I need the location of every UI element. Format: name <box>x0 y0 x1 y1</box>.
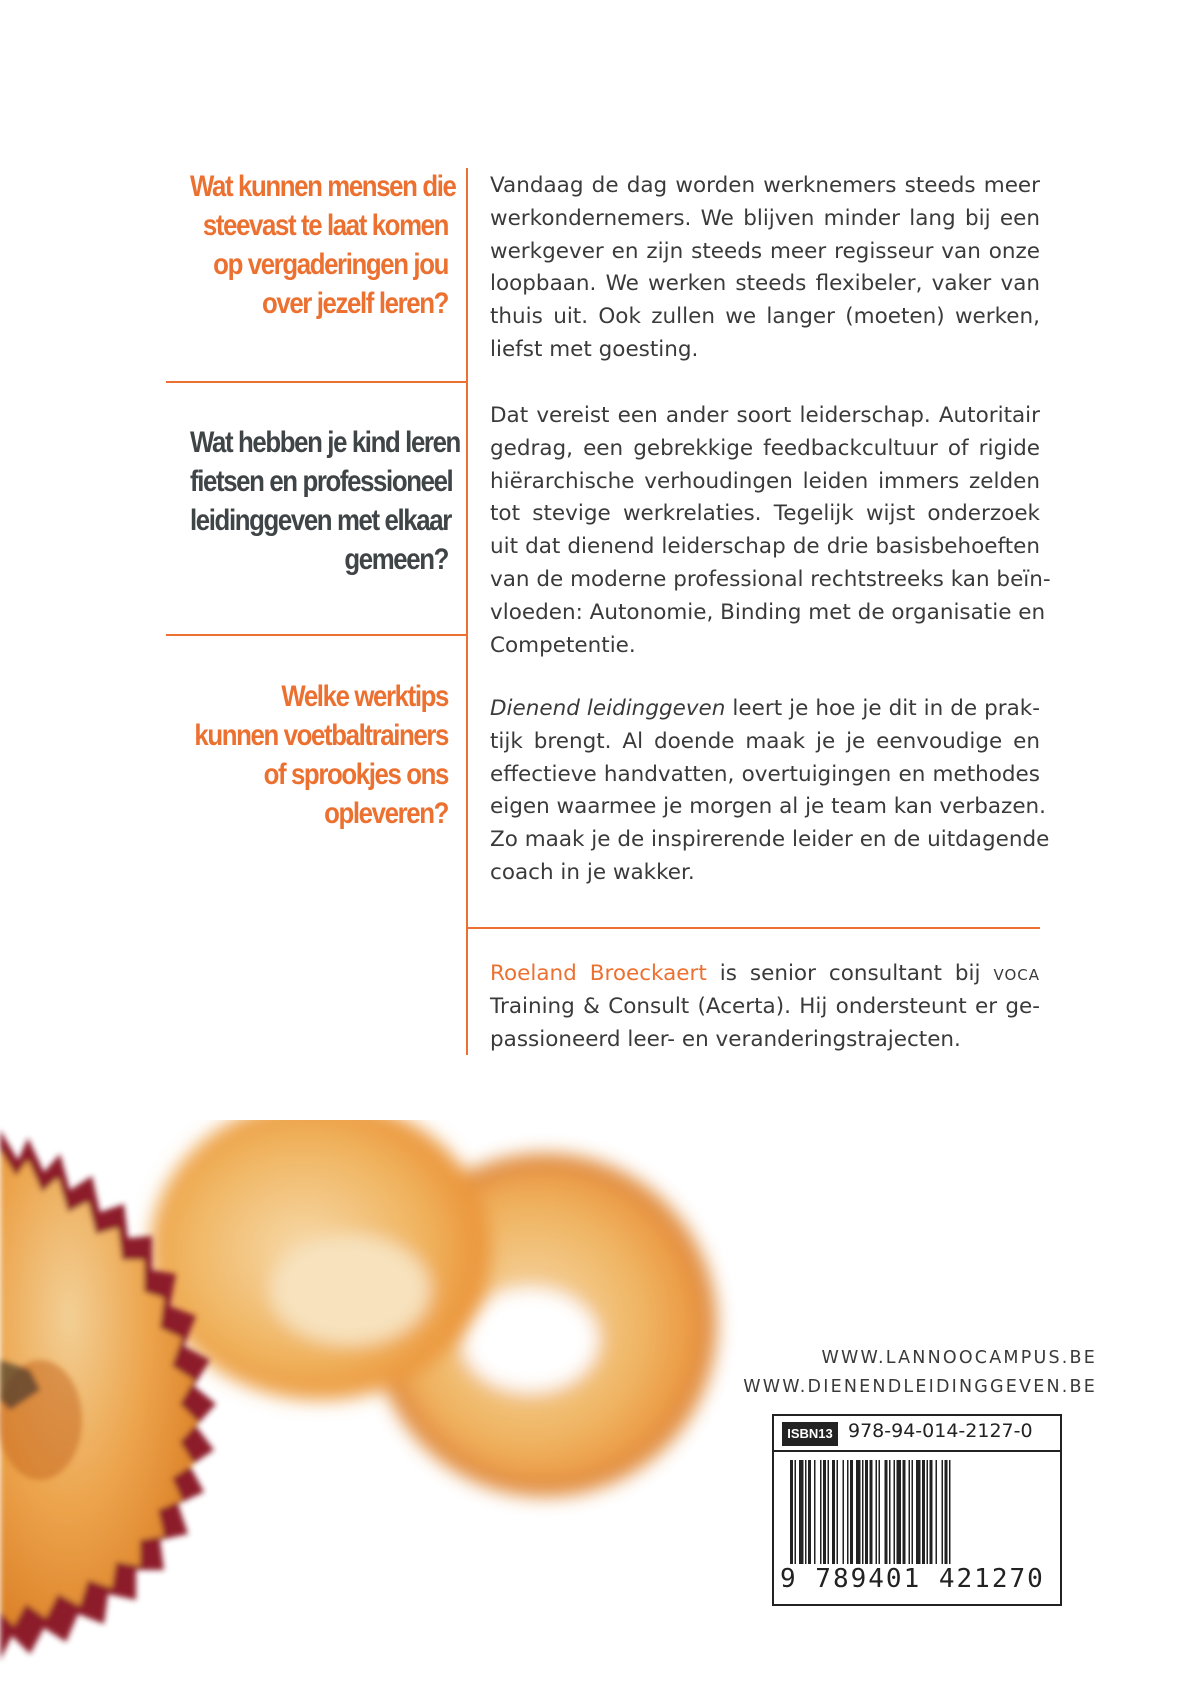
barcode-bar <box>903 1460 906 1564</box>
body-line <box>490 693 1040 726</box>
body-paragraph-2 <box>490 400 1051 662</box>
body-line: liefst met goesting. <box>490 336 699 362</box>
company-name: voca <box>993 961 1040 986</box>
question-3-line: kunnen voetbaltrainers <box>194 719 448 752</box>
barcode-bar <box>837 1460 839 1564</box>
body-line: Competentie. <box>490 632 636 658</box>
body-paragraph-1 <box>490 170 1040 367</box>
barcode-bar <box>889 1460 891 1564</box>
barcode-bar <box>790 1460 793 1564</box>
barcode-bar <box>856 1460 861 1564</box>
question-2-line: fietsen en professioneel <box>190 465 453 498</box>
barcode-bar <box>912 1460 914 1564</box>
divider-1 <box>166 381 466 383</box>
isbn-separator <box>774 1450 1060 1452</box>
question-1-line: over jezelf leren? <box>261 287 448 320</box>
isbn-number: 978-94-014-2127-0 <box>848 1420 1033 1442</box>
question-2 <box>190 423 460 579</box>
barcode-bar <box>949 1460 951 1564</box>
barcode-bar <box>930 1460 933 1564</box>
question-1 <box>190 167 456 323</box>
pencil-shavings-photo <box>0 1120 780 1707</box>
body-line: Zo maak je de inspirerende leider en de uitdagende <box>490 827 1050 853</box>
body-line: vloeden: Autonomie, Binding met de organisatie en <box>490 599 1046 625</box>
barcode-bar <box>865 1460 868 1564</box>
barcode-bar <box>843 1460 845 1564</box>
bio-line: passioneerd leer- en veranderingstrajecten. <box>490 1026 961 1052</box>
barcode-bar <box>805 1460 807 1564</box>
body-line: effectieve handvatten, overtuigingen en methodes <box>490 761 1040 787</box>
body-line: Dat vereist een ander soort leiderschap. Autoritair <box>490 403 1040 428</box>
isbn-label: ISBN13 <box>782 1422 838 1446</box>
barcode-bar <box>847 1460 849 1564</box>
body-line: werkgever en zijn steeds meer regisseur van onze <box>490 238 1040 264</box>
book-title: Dienend leidinggeven <box>490 696 726 721</box>
barcode-bar <box>823 1460 826 1564</box>
barcode-bar <box>832 1460 835 1564</box>
isbn-block <box>772 1414 1062 1606</box>
author-name: Roeland Broeckaert <box>490 961 707 986</box>
body-line: tot stevige werkrelaties. Tegelijk wijst onderzoek <box>490 501 1040 527</box>
question-1-line: op vergaderingen jou <box>213 248 448 281</box>
barcode <box>788 1460 1038 1564</box>
question-3-line: opleveren? <box>324 797 448 830</box>
barcode-bar <box>927 1460 929 1564</box>
body-line: gedrag, een gebrekkige feedbackcultuur of rigide <box>490 435 1040 461</box>
body-line: Vandaag de dag worden werknemers steeds meer <box>490 173 1040 198</box>
bio-line: Training & Consult (Acerta). Hij ondersteunt er ge- <box>490 993 1040 1019</box>
body-line: werkondernemers. We blijven minder lang bij een <box>490 205 1040 231</box>
barcode-bar <box>799 1460 804 1564</box>
question-3-line: Welke werktips <box>281 680 448 713</box>
divider-3 <box>468 927 1040 929</box>
publisher-url[interactable]: WWW.LANNOOCAMPUS.BE <box>821 1348 1097 1368</box>
question-1-line: Wat kunnen mensen die <box>190 170 456 203</box>
barcode-bar <box>945 1460 948 1564</box>
barcode-bar <box>828 1460 830 1564</box>
question-3-line: of sprookjes ons <box>263 758 448 791</box>
body-line: van de moderne professional rechtstreeks kan beïn- <box>490 566 1051 592</box>
barcode-bar <box>909 1460 911 1564</box>
bio-text: is senior consultant bij <box>706 961 994 986</box>
barcode-bar <box>814 1460 816 1564</box>
barcode-bar <box>850 1460 853 1564</box>
body-line: eigen waarmee je morgen al je team kan verbazen. <box>490 794 1047 820</box>
body-line: coach in je wakker. <box>490 859 695 885</box>
barcode-bar <box>936 1460 938 1564</box>
barcode-bar <box>942 1460 944 1564</box>
barcode-bar <box>885 1460 888 1564</box>
barcode-bar <box>808 1460 811 1564</box>
question-1-line: steevast te laat komen <box>202 209 448 242</box>
body-paragraph-3 <box>490 693 1050 890</box>
barcode-bar <box>879 1460 881 1564</box>
barcode-bar <box>916 1460 921 1564</box>
barcode-digits: 9 789401 421270 <box>780 1564 1045 1594</box>
column-divider <box>466 168 468 1055</box>
barcode-bar <box>862 1460 864 1564</box>
body-line: hiërarchische verhoudingen leiden immers zelden <box>490 468 1040 494</box>
body-line: uit dat dienend leiderschap de drie basisbehoeften <box>490 534 1040 560</box>
question-3 <box>190 677 448 833</box>
author-bio <box>490 958 1040 1056</box>
barcode-bar <box>897 1460 902 1564</box>
question-2-line: Wat hebben je kind leren <box>190 426 460 459</box>
body-line: loopbaan. We werken steeds flexibeler, vaker van <box>490 271 1040 297</box>
question-2-line: leidinggeven met elkaar <box>190 504 451 537</box>
body-line: tijk brengt. Al doende maak je je eenvoudige en <box>490 728 1040 754</box>
barcode-bar <box>870 1460 873 1564</box>
barcode-bar <box>820 1460 822 1564</box>
body-line: thuis uit. Ook zullen we langer (moeten) werken, <box>490 304 1040 330</box>
barcode-bar <box>922 1460 925 1564</box>
divider-2 <box>166 634 466 636</box>
barcode-bar <box>795 1460 797 1564</box>
barcode-bar <box>876 1460 878 1564</box>
bio-line <box>490 958 1040 991</box>
body-line-rest: leert je hoe je dit in de prak- <box>725 696 1040 721</box>
barcode-bar <box>894 1460 896 1564</box>
book-url[interactable]: WWW.DIENENDLEIDINGGEVEN.BE <box>743 1377 1097 1397</box>
question-2-line: gemeen? <box>344 543 448 576</box>
